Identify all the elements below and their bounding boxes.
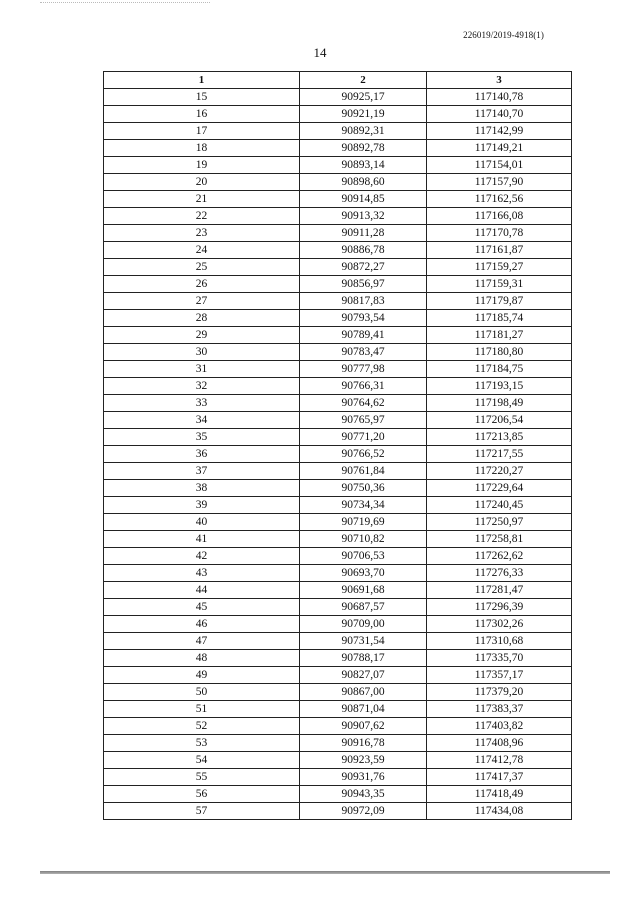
point-number-cell: 19 [104, 157, 300, 174]
y-coordinate-cell: 117262,62 [427, 548, 572, 565]
point-number-cell: 37 [104, 463, 300, 480]
point-number-cell: 48 [104, 650, 300, 667]
point-number-cell: 16 [104, 106, 300, 123]
table-row [104, 276, 572, 293]
point-number-cell: 46 [104, 616, 300, 633]
table-row [104, 123, 572, 140]
table-row [104, 412, 572, 429]
table-row [104, 514, 572, 531]
x-coordinate-cell: 90914,85 [300, 191, 427, 208]
x-coordinate-cell: 90972,09 [300, 803, 427, 820]
x-coordinate-cell: 90856,97 [300, 276, 427, 293]
x-coordinate-cell: 90911,28 [300, 225, 427, 242]
x-coordinate-cell: 90788,17 [300, 650, 427, 667]
y-coordinate-cell: 117383,37 [427, 701, 572, 718]
point-number-cell: 23 [104, 225, 300, 242]
y-coordinate-cell: 117162,56 [427, 191, 572, 208]
y-coordinate-cell: 117140,78 [427, 89, 572, 106]
x-coordinate-cell: 90892,78 [300, 140, 427, 157]
point-number-cell: 47 [104, 633, 300, 650]
table-row [104, 140, 572, 157]
point-number-cell: 38 [104, 480, 300, 497]
table-row [104, 361, 572, 378]
point-number-cell: 29 [104, 327, 300, 344]
y-coordinate-cell: 117240,45 [427, 497, 572, 514]
y-coordinate-cell: 117335,70 [427, 650, 572, 667]
x-coordinate-cell: 90765,97 [300, 412, 427, 429]
point-number-cell: 27 [104, 293, 300, 310]
point-number-cell: 22 [104, 208, 300, 225]
x-coordinate-cell: 90750,36 [300, 480, 427, 497]
point-number-cell: 43 [104, 565, 300, 582]
x-coordinate-cell: 90893,14 [300, 157, 427, 174]
y-coordinate-cell: 117258,81 [427, 531, 572, 548]
table-row [104, 106, 572, 123]
point-number-cell: 41 [104, 531, 300, 548]
x-coordinate-cell: 90913,32 [300, 208, 427, 225]
point-number-cell: 53 [104, 735, 300, 752]
point-number-cell: 25 [104, 259, 300, 276]
table-row [104, 89, 572, 106]
point-number-cell: 21 [104, 191, 300, 208]
y-coordinate-cell: 117179,87 [427, 293, 572, 310]
x-coordinate-cell: 90691,68 [300, 582, 427, 599]
x-coordinate-cell: 90783,47 [300, 344, 427, 361]
y-coordinate-cell: 117180,80 [427, 344, 572, 361]
x-coordinate-cell: 90793,54 [300, 310, 427, 327]
point-number-cell: 18 [104, 140, 300, 157]
x-coordinate-cell: 90931,76 [300, 769, 427, 786]
y-coordinate-cell: 117149,21 [427, 140, 572, 157]
x-coordinate-cell: 90771,20 [300, 429, 427, 446]
point-number-cell: 45 [104, 599, 300, 616]
table-header-row [104, 72, 572, 89]
y-coordinate-cell: 117379,20 [427, 684, 572, 701]
document-id: 226019/2019-4918(1) [463, 30, 544, 40]
table-row [104, 599, 572, 616]
y-coordinate-cell: 117434,08 [427, 803, 572, 820]
point-number-cell: 51 [104, 701, 300, 718]
table-row [104, 548, 572, 565]
y-coordinate-cell: 117276,33 [427, 565, 572, 582]
table-row [104, 803, 572, 820]
point-number-cell: 34 [104, 412, 300, 429]
y-coordinate-cell: 117412,78 [427, 752, 572, 769]
y-coordinate-cell: 117418,49 [427, 786, 572, 803]
table-row [104, 378, 572, 395]
y-coordinate-cell: 117206,54 [427, 412, 572, 429]
x-coordinate-cell: 90827,07 [300, 667, 427, 684]
table-row [104, 480, 572, 497]
table-row [104, 667, 572, 684]
point-number-cell: 50 [104, 684, 300, 701]
point-number-cell: 55 [104, 769, 300, 786]
point-number-cell: 33 [104, 395, 300, 412]
x-coordinate-cell: 90867,00 [300, 684, 427, 701]
table-row [104, 701, 572, 718]
y-coordinate-cell: 117193,15 [427, 378, 572, 395]
table-row [104, 446, 572, 463]
column-header-1: 1 [104, 72, 300, 89]
x-coordinate-cell: 90734,34 [300, 497, 427, 514]
column-header-2: 2 [300, 72, 427, 89]
table-row [104, 463, 572, 480]
y-coordinate-cell: 117166,08 [427, 208, 572, 225]
table-row [104, 157, 572, 174]
y-coordinate-cell: 117159,31 [427, 276, 572, 293]
y-coordinate-cell: 117281,47 [427, 582, 572, 599]
table-row [104, 293, 572, 310]
y-coordinate-cell: 117159,27 [427, 259, 572, 276]
y-coordinate-cell: 117140,70 [427, 106, 572, 123]
x-coordinate-cell: 90731,54 [300, 633, 427, 650]
table-row [104, 650, 572, 667]
y-coordinate-cell: 117184,75 [427, 361, 572, 378]
y-coordinate-cell: 117296,39 [427, 599, 572, 616]
page-number: 14 [313, 45, 327, 60]
point-number-cell: 17 [104, 123, 300, 140]
x-coordinate-cell: 90872,27 [300, 259, 427, 276]
y-coordinate-cell: 117250,97 [427, 514, 572, 531]
point-number-cell: 20 [104, 174, 300, 191]
x-coordinate-cell: 90892,31 [300, 123, 427, 140]
x-coordinate-cell: 90777,98 [300, 361, 427, 378]
table-row [104, 531, 572, 548]
table-row [104, 242, 572, 259]
x-coordinate-cell: 90719,69 [300, 514, 427, 531]
table-row [104, 582, 572, 599]
x-coordinate-cell: 90761,84 [300, 463, 427, 480]
point-number-cell: 49 [104, 667, 300, 684]
point-number-cell: 54 [104, 752, 300, 769]
x-coordinate-cell: 90687,57 [300, 599, 427, 616]
y-coordinate-cell: 117154,01 [427, 157, 572, 174]
y-coordinate-cell: 117185,74 [427, 310, 572, 327]
footer-rule [40, 871, 610, 874]
point-number-cell: 32 [104, 378, 300, 395]
x-coordinate-cell: 90898,60 [300, 174, 427, 191]
table-row [104, 735, 572, 752]
y-coordinate-cell: 117229,64 [427, 480, 572, 497]
point-number-cell: 57 [104, 803, 300, 820]
x-coordinate-cell: 90693,70 [300, 565, 427, 582]
table-row [104, 225, 572, 242]
y-coordinate-cell: 117220,27 [427, 463, 572, 480]
x-coordinate-cell: 90923,59 [300, 752, 427, 769]
y-coordinate-cell: 117403,82 [427, 718, 572, 735]
y-coordinate-cell: 117310,68 [427, 633, 572, 650]
table-row [104, 429, 572, 446]
point-number-cell: 42 [104, 548, 300, 565]
point-number-cell: 28 [104, 310, 300, 327]
table-body [104, 89, 572, 820]
y-coordinate-cell: 117142,99 [427, 123, 572, 140]
x-coordinate-cell: 90916,78 [300, 735, 427, 752]
point-number-cell: 40 [104, 514, 300, 531]
y-coordinate-cell: 117213,85 [427, 429, 572, 446]
x-coordinate-cell: 90706,53 [300, 548, 427, 565]
table-row [104, 633, 572, 650]
x-coordinate-cell: 90764,62 [300, 395, 427, 412]
x-coordinate-cell: 90886,78 [300, 242, 427, 259]
point-number-cell: 36 [104, 446, 300, 463]
table-row [104, 344, 572, 361]
y-coordinate-cell: 117157,90 [427, 174, 572, 191]
scan-artifact [40, 2, 210, 4]
table-row [104, 395, 572, 412]
table-row [104, 565, 572, 582]
y-coordinate-cell: 117170,78 [427, 225, 572, 242]
table-row [104, 769, 572, 786]
x-coordinate-cell: 90943,35 [300, 786, 427, 803]
table-row [104, 310, 572, 327]
table-row [104, 174, 572, 191]
table-row [104, 752, 572, 769]
x-coordinate-cell: 90709,00 [300, 616, 427, 633]
point-number-cell: 52 [104, 718, 300, 735]
point-number-cell: 35 [104, 429, 300, 446]
y-coordinate-cell: 117217,55 [427, 446, 572, 463]
column-header-3: 3 [427, 72, 572, 89]
table-row [104, 684, 572, 701]
x-coordinate-cell: 90766,52 [300, 446, 427, 463]
y-coordinate-cell: 117417,37 [427, 769, 572, 786]
point-number-cell: 31 [104, 361, 300, 378]
table-row [104, 616, 572, 633]
table-row [104, 718, 572, 735]
y-coordinate-cell: 117357,17 [427, 667, 572, 684]
x-coordinate-cell: 90921,19 [300, 106, 427, 123]
y-coordinate-cell: 117198,49 [427, 395, 572, 412]
y-coordinate-cell: 117181,27 [427, 327, 572, 344]
table-row [104, 259, 572, 276]
coordinates-table [103, 71, 572, 820]
x-coordinate-cell: 90766,31 [300, 378, 427, 395]
x-coordinate-cell: 90710,82 [300, 531, 427, 548]
table-row [104, 191, 572, 208]
y-coordinate-cell: 117161,87 [427, 242, 572, 259]
point-number-cell: 15 [104, 89, 300, 106]
table-row [104, 327, 572, 344]
point-number-cell: 30 [104, 344, 300, 361]
point-number-cell: 24 [104, 242, 300, 259]
y-coordinate-cell: 117302,26 [427, 616, 572, 633]
table-row [104, 786, 572, 803]
x-coordinate-cell: 90907,62 [300, 718, 427, 735]
x-coordinate-cell: 90871,04 [300, 701, 427, 718]
x-coordinate-cell: 90925,17 [300, 89, 427, 106]
point-number-cell: 56 [104, 786, 300, 803]
point-number-cell: 39 [104, 497, 300, 514]
table-row [104, 208, 572, 225]
point-number-cell: 26 [104, 276, 300, 293]
x-coordinate-cell: 90817,83 [300, 293, 427, 310]
x-coordinate-cell: 90789,41 [300, 327, 427, 344]
table-row [104, 497, 572, 514]
point-number-cell: 44 [104, 582, 300, 599]
y-coordinate-cell: 117408,96 [427, 735, 572, 752]
